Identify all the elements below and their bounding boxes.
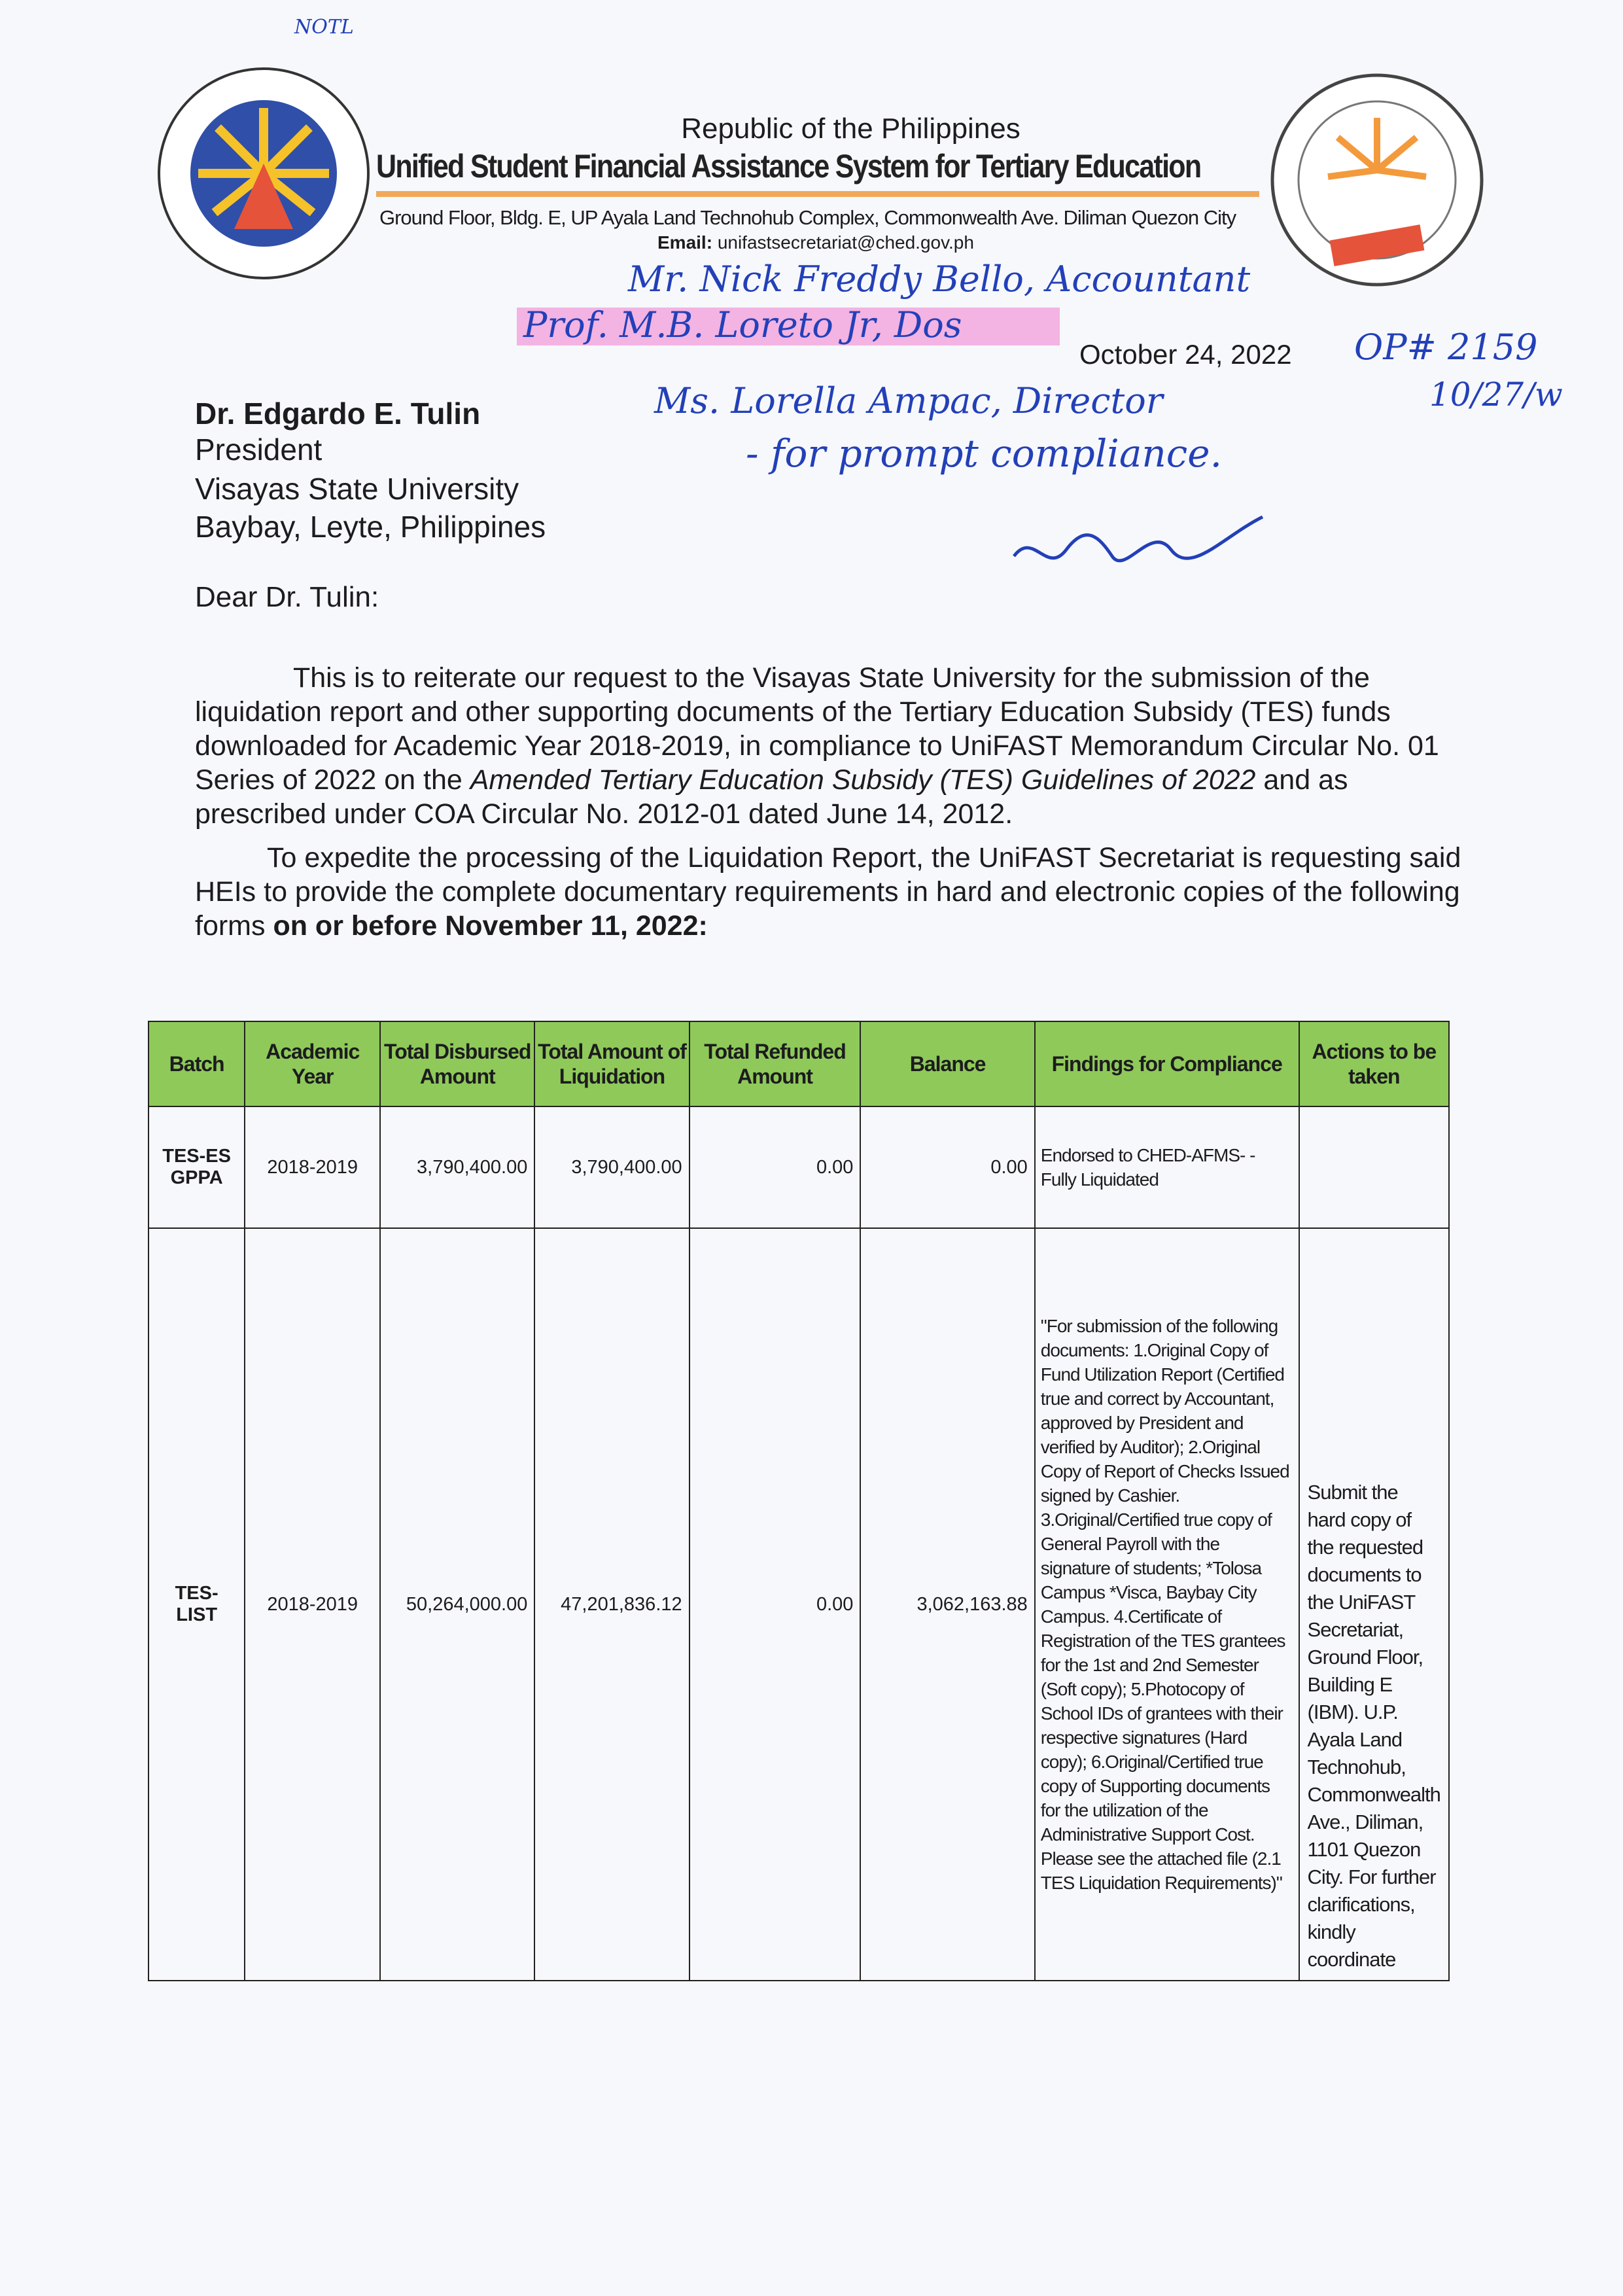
table-row	[148, 1228, 1449, 1981]
letterhead-address: Ground Floor, Bldg. E, UP Ayala Land Technohub Complex, Commonwealth Ave. Diliman Quezon City	[379, 206, 1236, 229]
handwritten-instruction: - for prompt compliance.	[746, 431, 1223, 476]
paragraph-1: This is to reiterate our request to the Visayas State University for the submission of the liquidation report and other supporting documents of the Tertiary Education Subsidy (TES) funds downloaded for Academic Year 2018-2019, in compliance to UniFAST Memorandum Circular No. 01 Series of 2022 on the Amended Tertiary Education Subsidy (TES) Guidelines of 2022 and as prescribed under COA Circular No. 2012-01 dated June 14, 2012.	[195, 662, 1439, 830]
letterhead-divider	[376, 191, 1259, 197]
cell-year: 2018-2019	[245, 1228, 380, 1981]
recipient-org: Visayas State University	[195, 472, 519, 506]
cell-balance: 0.00	[860, 1106, 1034, 1228]
cell-refunded: 0.00	[689, 1106, 861, 1228]
cell-actions: Submit the hard copy of the requested documents to the UniFAST Secretariat, Ground Floor, Building E (IBM). U.P. Ayala Land Technohub, Commonwealth Ave., Diliman, 1101 Quezon City. For further clarifications, kindly coordinate	[1299, 1228, 1449, 1981]
cell-findings: Endorsed to CHED-AFMS- - Fully Liquidated	[1035, 1106, 1299, 1228]
handwritten-reference-date: 10/27/w	[1429, 376, 1563, 414]
cell-year: 2018-2019	[245, 1106, 380, 1228]
col-header: Batch	[148, 1021, 245, 1106]
email-address: unifastsecretariat@ched.gov.ph	[717, 232, 974, 253]
ched-seal-logo	[156, 65, 372, 281]
cell-disbursed: 50,264,000.00	[380, 1228, 534, 1981]
cell-refunded: 0.00	[689, 1228, 861, 1981]
cell-balance: 3,062,163.88	[860, 1228, 1034, 1981]
letterhead-republic: Republic of the Philippines	[681, 113, 1021, 145]
cell-disbursed: 3,790,400.00	[380, 1106, 534, 1228]
handwritten-signature	[1007, 510, 1269, 582]
paragraph-2: To expedite the processing of the Liquidation Report, the UniFAST Secretariat is requesting said HEIs to provide the complete documentary requirements in hard and electronic copies of the following forms on or before November 11, 2022:	[195, 842, 1461, 942]
recipient-location: Baybay, Leyte, Philippines	[195, 510, 546, 544]
salutation: Dear Dr. Tulin:	[195, 581, 379, 613]
cell-actions	[1299, 1106, 1449, 1228]
handwritten-reference: OP# 2159	[1354, 327, 1538, 368]
col-header: Total Disbursed Amount	[380, 1021, 534, 1106]
cell-findings: "For submission of the following documents: 1.Original Copy of Fund Utilization Report (Certified true and correct by Accountant, approved by President and verified by Auditor); 2.Original Copy of Report of Checks Issued signed by Cashier. 3.Original/Certified true copy of General Payroll with the signature of students; *Tolosa Campus *Visca, Baybay City Campus. 4.Certificate of Registration of the TES grantees for the 1st and 2nd Semester (Soft copy); 5.Photocopy of School IDs of grantees with their respective signatures (Hard copy); 6.Original/Certified true copy of Supporting documents for the utilization of the Administrative Support Cost. Please see the attached file (2.1 TES Liquidation Requirements)"	[1035, 1228, 1299, 1981]
handwritten-recipient-3: Ms. Lorella Ampac, Director	[654, 380, 1163, 421]
letterhead-agency: Unified Student Financial Assistance System for Tertiary Education	[376, 148, 1201, 185]
col-header: Total Amount of Liquidation	[534, 1021, 689, 1106]
unifast-seal-logo	[1269, 72, 1485, 288]
letterhead-email	[657, 232, 974, 253]
handwritten-recipient-1: Mr. Nick Freddy Bello, Accountant	[628, 258, 1251, 300]
cell-batch: TES-LIST	[148, 1228, 245, 1981]
col-header: Academic Year	[245, 1021, 380, 1106]
table-header-row	[148, 1021, 1449, 1106]
liquidation-table	[148, 1021, 1450, 1981]
handwritten-note-top: NOTL	[294, 16, 354, 39]
cell-batch: TES-ESGPPA	[148, 1106, 245, 1228]
col-header: Total Refunded Amount	[689, 1021, 861, 1106]
recipient-name: Dr. Edgardo E. Tulin	[195, 397, 481, 431]
cell-liquidation: 47,201,836.12	[534, 1228, 689, 1981]
col-header: Balance	[860, 1021, 1034, 1106]
recipient-title: President	[195, 433, 323, 467]
letter-date: October 24, 2022	[1079, 339, 1292, 370]
col-header: Actions to be taken	[1299, 1021, 1449, 1106]
cell-liquidation: 3,790,400.00	[534, 1106, 689, 1228]
email-label: Email:	[657, 232, 713, 253]
handwritten-recipient-2: Prof. M.B. Loreto Jr, Dos	[523, 304, 962, 345]
col-header: Findings for Compliance	[1035, 1021, 1299, 1106]
table-row	[148, 1106, 1449, 1228]
